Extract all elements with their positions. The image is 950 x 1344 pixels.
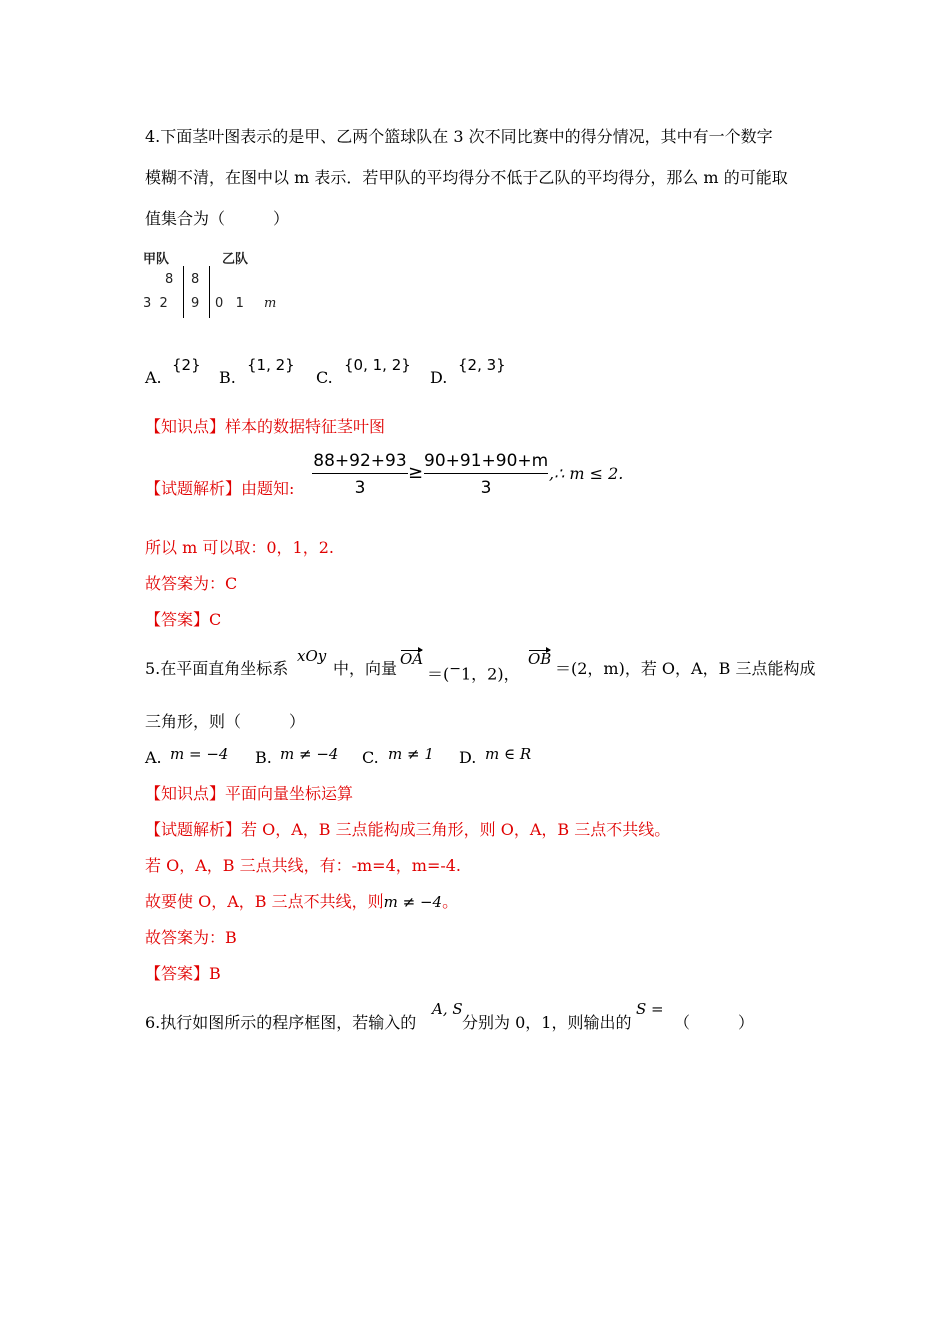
stem-leaf-stem-row1: 8: [191, 272, 200, 287]
q5-middle: 中，向量: [333, 659, 398, 678]
q4-option-b-label: B.: [219, 368, 236, 387]
q4-conclusion: ,∴ m ≤ 2.: [549, 464, 624, 483]
q5-option-d-label: D.: [459, 748, 477, 767]
q5-oa-rest: 1，2)，: [460, 664, 520, 684]
q4-frac2-denominator: 3: [480, 478, 492, 498]
q4-option-c-label: C.: [316, 368, 333, 387]
q6-prefix: 6.执行如图所示的程序框图，若输入的: [145, 1013, 417, 1032]
q5-knowledge-tag: 【知识点】: [145, 784, 226, 803]
q5-analysis: [145, 820, 670, 840]
stem-leaf-right-row2: 0 1: [215, 296, 244, 311]
q5-text-line2: 三角形，则（ ）: [145, 712, 306, 731]
q5-vector-ob: [528, 649, 551, 668]
q5-option-a-label: A.: [145, 748, 162, 767]
q5-need-prefix: 故要使 O，A，B 三点不共线，则: [145, 892, 384, 911]
q4-option-d-label: D.: [430, 368, 448, 387]
q5-knowledge: [145, 784, 353, 804]
stem-leaf-stem-row2: 9: [191, 296, 200, 311]
q4-text-line3: 值集合为（ ）: [145, 209, 290, 228]
q5-need-suffix: 。: [442, 892, 459, 911]
q6-s-eq: S =: [636, 1000, 664, 1018]
q5-oa-eq: ＝(: [427, 664, 450, 684]
q5-option-c-label: C.: [362, 748, 379, 767]
q4-option-d-value: {2, 3}: [458, 356, 506, 374]
q4-option-a-label: A.: [145, 368, 162, 387]
stem-leaf-divider-left: [183, 266, 184, 318]
q4-geq: ≥: [408, 462, 424, 483]
q6-middle: 分别为 0，1，则输出的: [462, 1013, 632, 1032]
stem-leaf-divider-right: [209, 266, 210, 318]
q4-option-a-value: {2}: [172, 356, 201, 374]
q4-option-b-value: {1, 2}: [247, 356, 295, 374]
stem-leaf-m: m: [264, 296, 277, 311]
q5-analysis-text: 若 O，A，B 三点能构成三角形，则 O，A，B 三点不共线。: [241, 820, 671, 839]
q5-analysis-tag: 【试题解析】: [145, 820, 242, 839]
q5-vector-oa: [400, 649, 423, 668]
q4-answer-tag: 【答案】: [145, 610, 210, 629]
q4-knowledge-tag: 【知识点】: [145, 417, 226, 436]
q5-answer-line: 故答案为：B: [145, 928, 237, 947]
q4-text-line1: 4.下面茎叶图表示的是甲、乙两个篮球队在 3 次不同比赛中的得分情况，其中有一个数字: [145, 127, 773, 146]
q4-frac2-numerator: 90+91+90+m: [424, 451, 549, 471]
q6-vars: A, S: [432, 1000, 463, 1018]
q4-knowledge: [145, 417, 385, 437]
q4-answer: [145, 610, 221, 630]
q5-need-line: [145, 892, 458, 912]
q5-knowledge-text: 平面向量坐标运算: [225, 784, 354, 803]
stem-leaf-left-row1: 8: [165, 272, 174, 287]
q4-analysis: [145, 479, 294, 499]
q5-collinear-line: 若 O，A，B 三点共线，有：-m=4，m=-4.: [145, 856, 462, 875]
stem-leaf-left-row2: 3 2: [143, 296, 168, 311]
q4-knowledge-text: 样本的数据特征茎叶图: [225, 417, 386, 436]
q4-frac1-numerator: 88+92+93: [313, 451, 407, 471]
stem-leaf-header-yi: 乙队: [222, 252, 249, 267]
q4-analysis-tag: 【试题解析】: [145, 479, 242, 498]
q5-option-d-value: m ∈ R: [485, 745, 532, 763]
q6-suffix: （ ）: [674, 1013, 755, 1032]
q5-vector-ob-label: OB: [528, 650, 552, 668]
q5-answer: [145, 964, 221, 984]
q5-ob-value: ＝(2，m)，若 O，A，B 三点能构成: [555, 659, 816, 678]
q4-values-line: 所以 m 可以取：0，1，2.: [145, 538, 334, 557]
q4-text-line2: 模糊不清，在图中以 m 表示．若甲队的平均得分不低于乙队的平均得分，那么 m 的可能取: [145, 168, 788, 187]
q4-option-c-value: {0, 1, 2}: [344, 356, 411, 374]
q5-xoy: xOy: [297, 647, 327, 665]
q5-need-math: m ≠ −4: [383, 893, 443, 911]
q5-oa-value: [427, 659, 520, 684]
q5-answer-tag: 【答案】: [145, 964, 210, 983]
q5-answer-value: B: [209, 964, 221, 983]
q5-vector-oa-label: OA: [400, 650, 424, 668]
q5-prefix: 5.在平面直角坐标系: [145, 659, 289, 678]
q4-frac1-denominator: 3: [354, 478, 366, 498]
q4-answer-value: C: [209, 610, 222, 629]
q4-frac1-bar: [312, 473, 408, 474]
q5-option-a-value: m = −4: [170, 745, 229, 763]
q5-option-c-value: m ≠ 1: [388, 745, 434, 763]
q5-option-b-label: B.: [255, 748, 272, 767]
q5-oa-minus: −: [449, 661, 461, 677]
stem-leaf-header-jia: 甲队: [143, 252, 170, 267]
q4-analysis-prefix: 由题知:: [241, 479, 295, 498]
q4-answer-line: 故答案为：C: [145, 574, 238, 593]
q4-frac2-bar: [424, 473, 548, 474]
q5-option-b-value: m ≠ −4: [280, 745, 339, 763]
